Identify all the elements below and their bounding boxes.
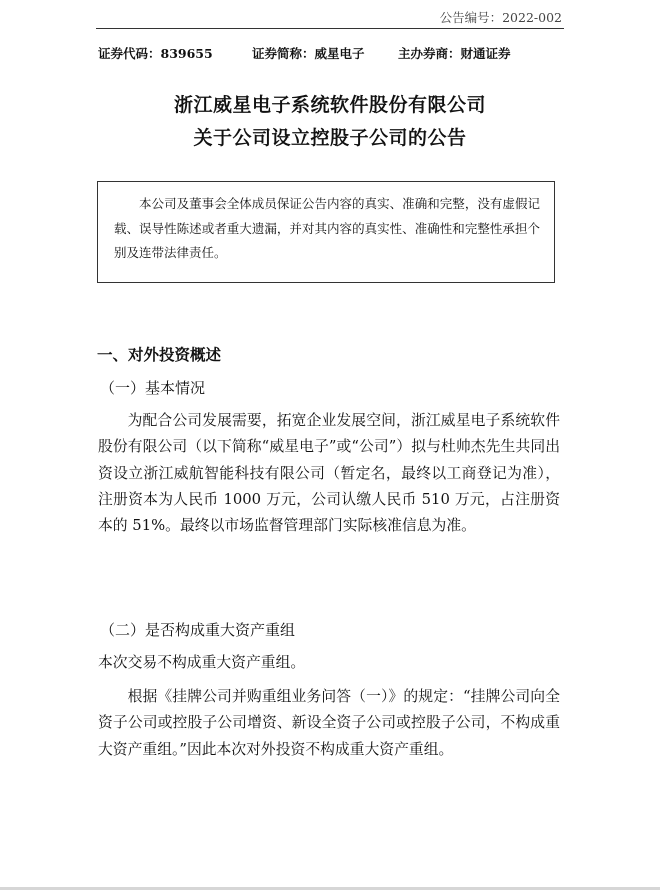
restructuring-statement: 本次交易不构成重大资产重组。 <box>98 654 306 671</box>
stock-code: 证券代码：839655 <box>98 46 213 61</box>
document-title-line2: 关于公司设立控股子公司的公告 <box>193 127 467 149</box>
subsection-heading-basic: （一）基本情况 <box>100 379 206 397</box>
header-divider <box>96 28 564 29</box>
disclaimer-box <box>97 181 555 283</box>
section-heading: 一、对外投资概述 <box>97 345 222 364</box>
basic-info-paragraph: 为配合公司发展需要，拓宽企业发展空间，浙江威星电子系统软件股份有限公司（以下简称“威星电子”或“公司”）拟与杜帅杰先生共同出资设立浙江威航智能科技有限公司（暂定名，最终以工商登记为准），注册资本为人民币 1000 万元，公司认缴人民币 510 万元，占注册资本的 51%。最终以市场监督管理部门实际核准信息为准。 <box>98 412 560 535</box>
announcement-number: 公告编号：2022-002 <box>439 10 562 25</box>
disclaimer-text: 本公司及董事会全体成员保证公告内容的真实、准确和完整，没有虚假记载、误导性陈述或者重大遗漏，并对其内容的真实性、准确性和完整性承担个别及连带法律责任。 <box>114 196 540 260</box>
restructuring-paragraph: 根据《挂牌公司并购重组业务问答（一）》的规定：“挂牌公司向全资子公司或控股子公司增资、新设全资子公司或控股子公司，不构成重大资产重组。”因此本次对外投资不构成重大资产重组。 <box>98 688 560 758</box>
document-title-line1: 浙江威星电子系统软件股份有限公司 <box>173 94 486 116</box>
subsection-heading-restructuring: （二）是否构成重大资产重组 <box>100 621 296 639</box>
sponsor-broker: 主办券商：财通证券 <box>398 46 511 61</box>
stock-abbreviation: 证券简称：威星电子 <box>252 46 365 61</box>
